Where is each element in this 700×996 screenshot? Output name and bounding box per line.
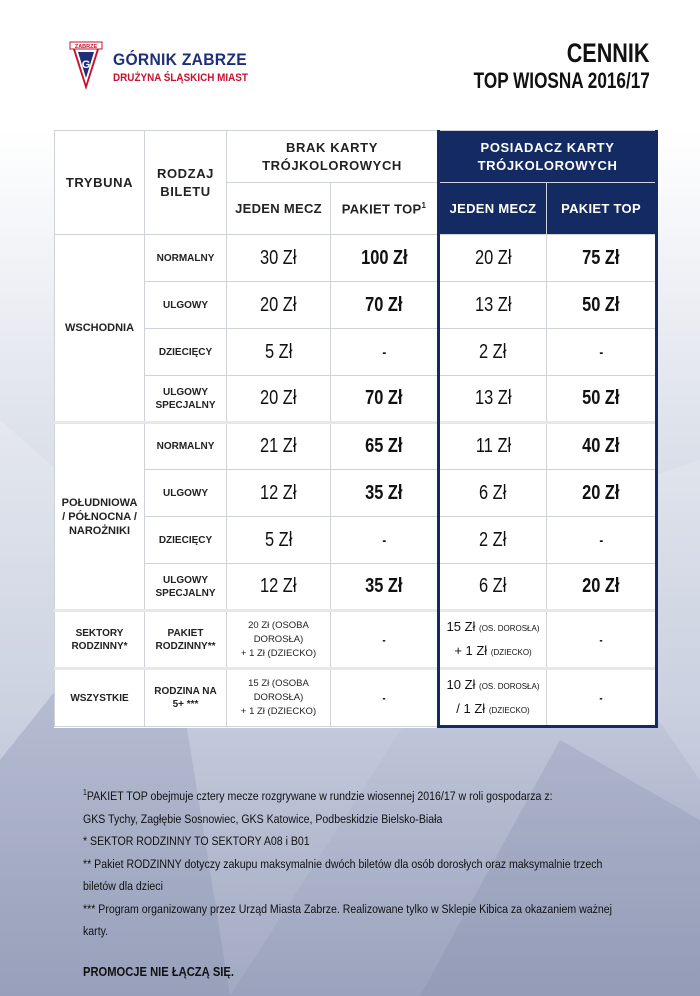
price-cell: - <box>331 517 439 564</box>
promo-note: PROMOCJE NIE ŁĄCZĄ SIĘ. <box>83 964 234 979</box>
ticket-type: DZIECIĘCY <box>145 517 227 564</box>
price-cell: 2 Zł <box>439 329 547 376</box>
footnote-4: *** Program organizowany przez Urząd Miasta Zabrze. Realizowane tylko w Sklepie Kibica za okazaniem ważnej <box>83 901 613 916</box>
price-cell: - <box>331 329 439 376</box>
ticket-type: DZIECIĘCY <box>145 329 227 376</box>
price-cell: 6 Zł <box>439 564 547 611</box>
header-no-card: BRAK KARTY TRÓJKOLOROWYCH <box>227 131 439 183</box>
page-header <box>0 0 700 120</box>
ticket-type: RODZINA NA 5+ *** <box>145 669 227 727</box>
price-cell: 20 Zł (OSOBA DOROSŁA) + 1 Zł (DZIECKO) <box>227 611 331 669</box>
price-cell: 6 Zł <box>439 470 547 517</box>
ticket-type: ULGOWY SPECJALNY <box>145 564 227 611</box>
price-cell: - <box>547 517 657 564</box>
ticket-type: ULGOWY <box>145 470 227 517</box>
subheader-package: PAKIET TOP$^1$ <box>331 183 439 235</box>
page-title: CENNIK <box>567 38 650 68</box>
table-row <box>55 376 657 423</box>
ticket-type: NORMALNY <box>145 235 227 282</box>
footnote-3: ** Pakiet RODZINNY dotyczy zakupu maksymalnie dwóch biletów dla osób dorosłych oraz maksymalnie trzech <box>83 856 603 871</box>
subheader-card-package: PAKIET TOP <box>547 183 657 235</box>
svg-text:G: G <box>81 59 91 71</box>
price-cell: 100 Zł <box>331 235 439 282</box>
club-logo <box>66 40 106 92</box>
ticket-type: ULGOWY SPECJALNY <box>145 376 227 423</box>
price-cell: 35 Zł <box>331 470 439 517</box>
footnote-4-cont: karty. <box>83 924 109 939</box>
table-row <box>55 423 657 470</box>
price-cell: 70 Zł <box>331 376 439 423</box>
price-cell: 20 Zł <box>227 376 331 423</box>
price-cell: 20 Zł <box>227 282 331 329</box>
subheader-card-single: JEDEN MECZ <box>439 183 547 235</box>
club-name: GÓRNIK ZABRZE <box>113 50 247 69</box>
table-row <box>55 669 657 727</box>
svg-text:ZABRZE: ZABRZE <box>74 44 98 50</box>
table-row <box>55 564 657 611</box>
ticket-type: PAKIET RODZINNY** <box>145 611 227 669</box>
price-cell: - <box>547 329 657 376</box>
price-cell: - <box>547 669 657 727</box>
price-cell: 50 Zł <box>547 376 657 423</box>
club-tagline: DRUŻYNA ŚLĄSKICH MIAST <box>113 72 248 84</box>
footnote-1: $^1$PAKIET TOP obejmuje cztery mecze rozgrywane w rundzie wiosennej 2016/17 w roli gospodarza z: <box>83 788 553 804</box>
ticket-type: NORMALNY <box>145 423 227 470</box>
price-cell: 13 Zł <box>439 376 547 423</box>
price-cell: 35 Zł <box>331 564 439 611</box>
price-cell: 15 Zł (OSOBA DOROSŁA) + 1 Zł (DZIECKO) <box>227 669 331 727</box>
stand-family: SEKTORY RODZINNY* <box>55 611 145 669</box>
price-cell: 21 Zł <box>227 423 331 470</box>
price-cell: 15 Zł (OS. DOROSŁA) + 1 Zł (DZIECKO) <box>439 611 547 669</box>
footnotes <box>83 782 643 943</box>
page-subtitle: TOP WIOSNA 2016/17 <box>473 68 650 93</box>
price-cell: 13 Zł <box>439 282 547 329</box>
table-row <box>55 329 657 376</box>
price-cell: 20 Zł <box>547 470 657 517</box>
price-cell: 5 Zł <box>227 329 331 376</box>
price-cell: 12 Zł <box>227 470 331 517</box>
stand-east: WSCHODNIA <box>55 235 145 423</box>
header-ticket-type: RODZAJ BILETU <box>145 131 227 235</box>
price-cell: 75 Zł <box>547 235 657 282</box>
price-cell: 20 Zł <box>547 564 657 611</box>
price-cell: 30 Zł <box>227 235 331 282</box>
price-cell: - <box>331 669 439 727</box>
footnote-2: * SEKTOR RODZINNY TO SEKTORY A08 i B01 <box>83 834 310 849</box>
price-cell: - <box>331 611 439 669</box>
subheader-single: JEDEN MECZ <box>227 183 331 235</box>
price-table-wrapper <box>54 130 656 728</box>
stand-all: WSZYSTKIE <box>55 669 145 727</box>
price-cell: 5 Zł <box>227 517 331 564</box>
table-row <box>55 611 657 669</box>
ticket-type: ULGOWY <box>145 282 227 329</box>
price-cell: 20 Zł <box>439 235 547 282</box>
stand-south: POŁUDNIOWA / PÓŁNOCNA / NAROŻNIKI <box>55 423 145 611</box>
price-cell: 10 Zł (OS. DOROSŁA) / 1 Zł (DZIECKO) <box>439 669 547 727</box>
table-row <box>55 470 657 517</box>
price-cell: 11 Zł <box>439 423 547 470</box>
footnote-3-cont: biletów dla dzieci <box>83 879 163 894</box>
price-cell: 2 Zł <box>439 517 547 564</box>
footnote-1-cont: GKS Tychy, Zagłębie Sosnowiec, GKS Katowice, Podbeskidzie Bielsko-Biała <box>83 811 443 826</box>
price-table <box>54 130 658 728</box>
table-row <box>55 282 657 329</box>
price-cell: 40 Zł <box>547 423 657 470</box>
price-cell: 12 Zł <box>227 564 331 611</box>
header-card-holder: POSIADACZ KARTY TRÓJKOLOROWYCH <box>439 131 657 183</box>
price-cell: 50 Zł <box>547 282 657 329</box>
price-cell: - <box>547 611 657 669</box>
price-cell: 65 Zł <box>331 423 439 470</box>
header-stand: TRYBUNA <box>55 131 145 235</box>
table-row <box>55 517 657 564</box>
price-cell: 70 Zł <box>331 282 439 329</box>
table-row <box>55 235 657 282</box>
